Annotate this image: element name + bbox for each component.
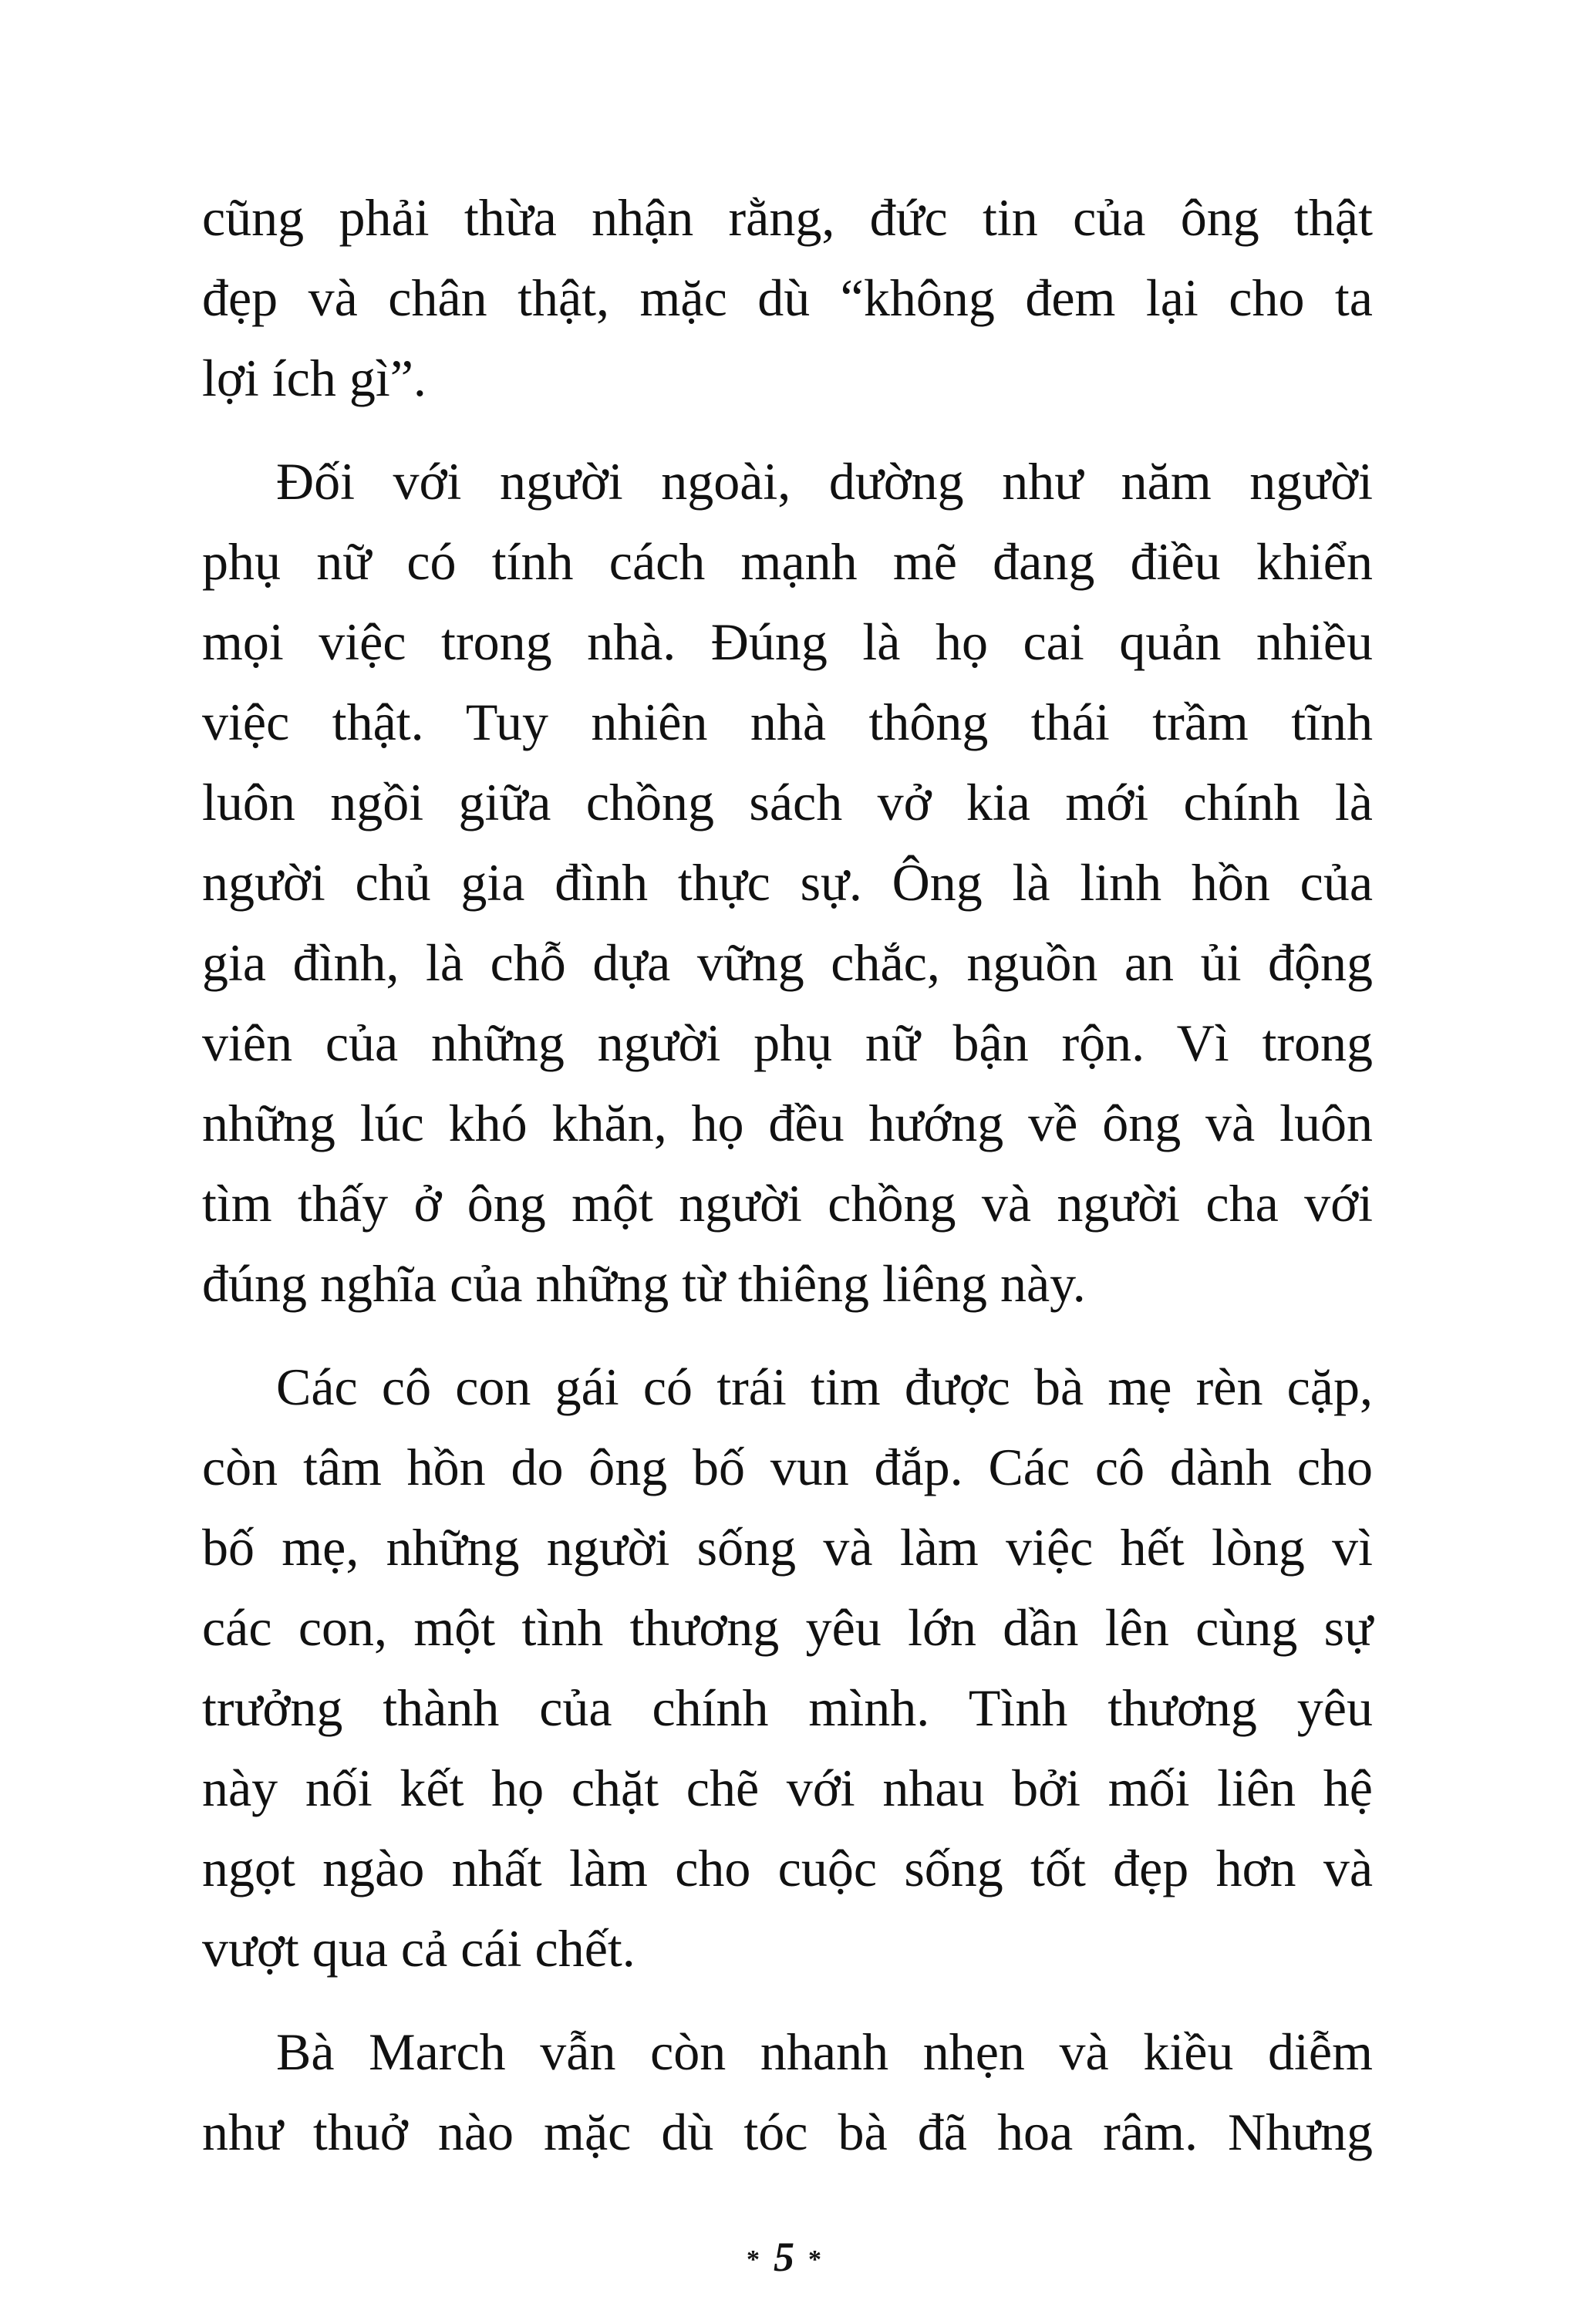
paragraph-4: [202, 2012, 1373, 2172]
text-line: các con, một tình thương yêu lớn dần lên cùng sự: [202, 1598, 1373, 1657]
page-number-footer: [0, 2233, 1571, 2281]
paragraph-2: [202, 441, 1373, 1324]
text-line: viên của những người phụ nữ bận rộn. Vì trong: [202, 1014, 1373, 1072]
text-line: Các cô con gái có trái tim được bà mẹ rèn cặp,: [276, 1358, 1373, 1416]
text-line: phụ nữ có tính cách mạnh mẽ đang điều khiển: [202, 532, 1373, 591]
star-ornament-icon: *: [808, 2245, 824, 2274]
text-line: tìm thấy ở ông một người chồng và người cha với: [202, 1174, 1373, 1233]
text-line: gia đình, là chỗ dựa vững chắc, nguồn an ủi động: [202, 933, 1373, 992]
text-line: luôn ngồi giữa chồng sách vở kia mới chính là: [202, 773, 1373, 831]
text-line: cũng phải thừa nhận rằng, đức tin của ông thật: [202, 188, 1373, 247]
text-line: người chủ gia đình thực sự. Ông là linh hồn của: [202, 853, 1373, 912]
text-line: mọi việc trong nhà. Đúng là họ cai quản nhiều: [202, 612, 1373, 671]
text-line: bố mẹ, những người sống và làm việc hết lòng vì: [202, 1518, 1373, 1577]
text-line: việc thật. Tuy nhiên nhà thông thái trầm tĩnh: [202, 693, 1373, 751]
text-line: Đối với người ngoài, dường như năm người: [276, 452, 1373, 511]
text-line: như thuở nào mặc dù tóc bà đã hoa râm. Nhưng: [202, 2103, 1373, 2161]
text-line: lợi ích gì”.: [202, 349, 426, 407]
text-line: Bà March vẫn còn nhanh nhẹn và kiều diễm: [276, 2022, 1373, 2081]
text-line: đẹp và chân thật, mặc dù “không đem lại cho ta: [202, 268, 1373, 327]
body-text: [202, 177, 1373, 2195]
text-line: ngọt ngào nhất làm cho cuộc sống tốt đẹp hơn và: [202, 1839, 1373, 1897]
star-ornament-icon: *: [747, 2245, 763, 2274]
text-line: vượt qua cả cái chết.: [202, 1919, 635, 1978]
text-line: này nối kết họ chặt chẽ với nhau bởi mối liên hệ: [202, 1759, 1373, 1817]
page-number: 5: [774, 2234, 797, 2280]
text-line: những lúc khó khăn, họ đều hướng về ông và luôn: [202, 1094, 1373, 1152]
text-line: còn tâm hồn do ông bố vun đắp. Các cô dành cho: [202, 1438, 1373, 1496]
paragraph-3: [202, 1347, 1373, 1988]
text-line: trưởng thành của chính mình. Tình thương yêu: [202, 1678, 1373, 1737]
text-line: đúng nghĩa của những từ thiêng liêng này.: [202, 1254, 1086, 1313]
paragraph-1: [202, 177, 1373, 418]
